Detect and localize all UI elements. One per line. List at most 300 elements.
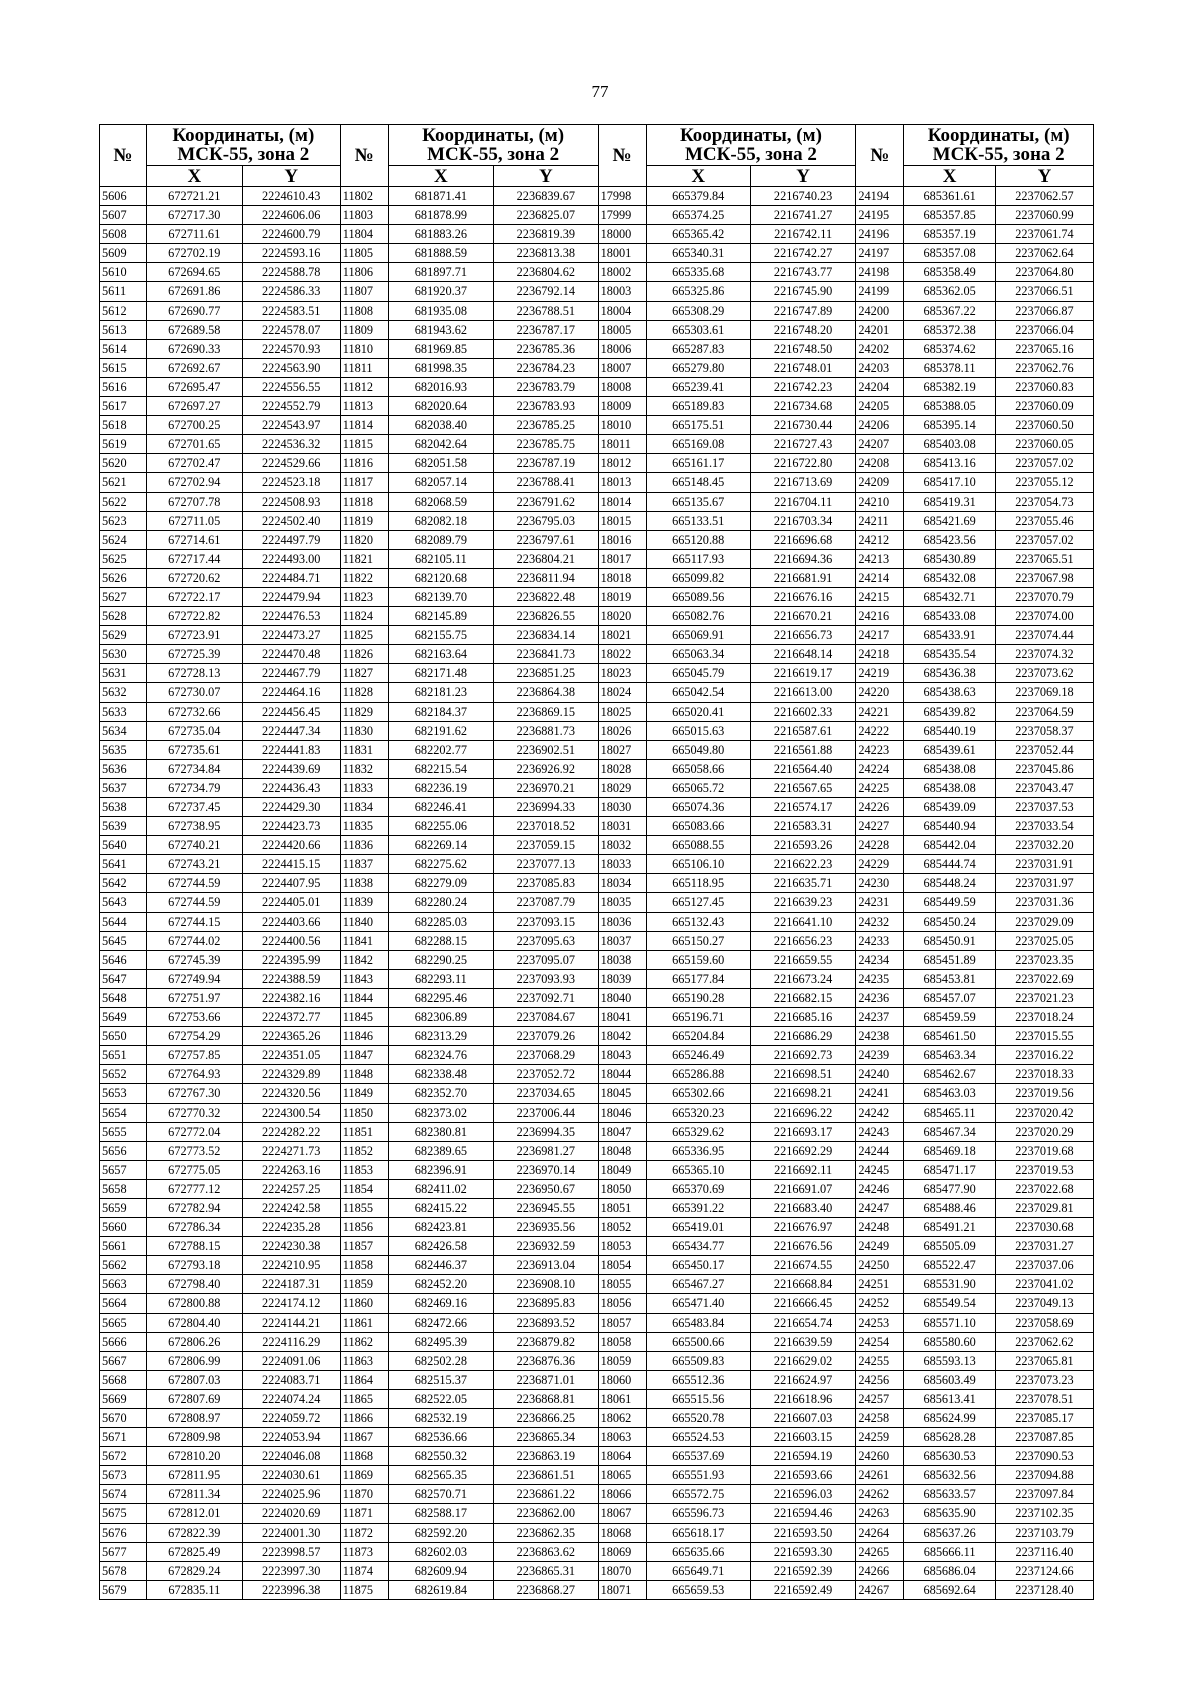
point-number: 18009: [598, 397, 646, 416]
x-coordinate: 682550.32: [388, 1447, 493, 1466]
x-coordinate: 682619.84: [388, 1580, 493, 1599]
x-coordinate: 682057.14: [388, 473, 493, 492]
x-coordinate: 682313.29: [388, 1027, 493, 1046]
x-coordinate: 682155.75: [388, 626, 493, 645]
point-number: 5623: [100, 511, 147, 530]
y-coordinate: 2237069.18: [995, 683, 1093, 702]
point-number: 11861: [340, 1313, 388, 1332]
point-number: 24218: [856, 645, 904, 664]
x-coordinate: 682082.18: [388, 511, 493, 530]
point-number: 5641: [100, 855, 147, 874]
y-coordinate: 2236868.81: [494, 1389, 598, 1408]
point-number: 11837: [340, 855, 388, 874]
point-number: 11852: [340, 1141, 388, 1160]
point-number: 24207: [856, 435, 904, 454]
point-number: 5675: [100, 1504, 147, 1523]
y-coordinate: 2224570.93: [242, 339, 340, 358]
point-number: 18066: [598, 1485, 646, 1504]
x-coordinate: 685461.50: [904, 1027, 996, 1046]
x-coordinate: 681883.26: [388, 225, 493, 244]
point-number: 18062: [598, 1409, 646, 1428]
table-row: [100, 817, 1094, 836]
table-row: [100, 1027, 1094, 1046]
y-coordinate: 2237029.81: [995, 1198, 1093, 1217]
point-number: 11856: [340, 1218, 388, 1237]
table-row: [100, 1313, 1094, 1332]
x-coordinate: 672722.82: [146, 607, 242, 626]
y-coordinate: 2236804.21: [494, 549, 598, 568]
x-coordinate: 682089.79: [388, 530, 493, 549]
y-coordinate: 2237037.06: [995, 1256, 1093, 1275]
x-coordinate: 685413.16: [904, 454, 996, 473]
y-coordinate: 2224436.43: [242, 778, 340, 797]
x-coordinate: 685433.91: [904, 626, 996, 645]
y-coordinate: 2216639.23: [750, 893, 855, 912]
point-number: 24196: [856, 225, 904, 244]
x-coordinate: 685438.08: [904, 759, 996, 778]
point-number: 18016: [598, 530, 646, 549]
table-row: [100, 1542, 1094, 1561]
point-number: 18022: [598, 645, 646, 664]
y-coordinate: 2224405.01: [242, 893, 340, 912]
point-number: 11847: [340, 1046, 388, 1065]
x-coordinate: 672807.69: [146, 1389, 242, 1408]
point-number: 5622: [100, 492, 147, 511]
point-number: 18002: [598, 263, 646, 282]
x-coordinate: 685549.54: [904, 1294, 996, 1313]
point-number: 5607: [100, 206, 147, 225]
x-coordinate: 665500.66: [646, 1332, 750, 1351]
x-coordinate: 685448.24: [904, 874, 996, 893]
y-coordinate: 2236811.94: [494, 568, 598, 587]
num-header: №: [598, 125, 646, 187]
y-coordinate: 2236825.07: [494, 206, 598, 225]
x-coordinate: 665329.62: [646, 1122, 750, 1141]
point-number: 5638: [100, 798, 147, 817]
point-number: 18014: [598, 492, 646, 511]
y-coordinate: 2236797.61: [494, 530, 598, 549]
point-number: 18011: [598, 435, 646, 454]
y-coordinate: 2237060.99: [995, 206, 1093, 225]
point-number: 18029: [598, 778, 646, 797]
x-coordinate: 685357.85: [904, 206, 996, 225]
y-coordinate: 2216742.23: [750, 377, 855, 396]
y-coordinate: 2237020.42: [995, 1103, 1093, 1122]
table-row: [100, 416, 1094, 435]
y-coordinate: 2216704.11: [750, 492, 855, 511]
point-number: 11865: [340, 1389, 388, 1408]
y-coordinate: 2224473.27: [242, 626, 340, 645]
y-coordinate: 2216602.33: [750, 702, 855, 721]
point-number: 18008: [598, 377, 646, 396]
x-coordinate: 665135.67: [646, 492, 750, 511]
point-number: 5677: [100, 1542, 147, 1561]
y-coordinate: 2216574.17: [750, 798, 855, 817]
x-coordinate: 682522.05: [388, 1389, 493, 1408]
point-number: 5629: [100, 626, 147, 645]
x-coordinate: 672734.79: [146, 778, 242, 797]
x-coordinate: 672728.13: [146, 664, 242, 683]
y-coordinate: 2236981.27: [494, 1141, 598, 1160]
point-number: 5633: [100, 702, 147, 721]
x-coordinate: 665058.66: [646, 759, 750, 778]
table-row: [100, 397, 1094, 416]
y-header: Y: [494, 166, 598, 187]
point-number: 5656: [100, 1141, 147, 1160]
point-number: 5658: [100, 1179, 147, 1198]
point-number: 18057: [598, 1313, 646, 1332]
y-coordinate: 2237093.93: [494, 969, 598, 988]
y-coordinate: 2237065.51: [995, 549, 1093, 568]
point-number: 5649: [100, 1008, 147, 1027]
y-coordinate: 2224025.96: [242, 1485, 340, 1504]
y-coordinate: 2236879.82: [494, 1332, 598, 1351]
y-coordinate: 2236932.59: [494, 1237, 598, 1256]
x-coordinate: 665391.22: [646, 1198, 750, 1217]
y-coordinate: 2216648.14: [750, 645, 855, 664]
point-number: 24230: [856, 874, 904, 893]
x-coordinate: 665450.17: [646, 1256, 750, 1275]
point-number: 11831: [340, 740, 388, 759]
y-coordinate: 2236791.62: [494, 492, 598, 511]
y-coordinate: 2236865.31: [494, 1561, 598, 1580]
point-number: 18060: [598, 1370, 646, 1389]
x-coordinate: 665015.63: [646, 721, 750, 740]
point-number: 18038: [598, 950, 646, 969]
y-coordinate: 2224365.26: [242, 1027, 340, 1046]
y-coordinate: 2216654.74: [750, 1313, 855, 1332]
y-coordinate: 2216594.46: [750, 1504, 855, 1523]
x-coordinate: 672764.93: [146, 1065, 242, 1084]
x-coordinate: 672812.01: [146, 1504, 242, 1523]
x-coordinate: 672773.52: [146, 1141, 242, 1160]
y-coordinate: 2224144.21: [242, 1313, 340, 1332]
x-coordinate: 682565.35: [388, 1466, 493, 1485]
y-coordinate: 2236851.25: [494, 664, 598, 683]
y-coordinate: 2237124.66: [995, 1561, 1093, 1580]
point-number: 11845: [340, 1008, 388, 1027]
y-coordinate: 2236785.25: [494, 416, 598, 435]
x-coordinate: 685449.59: [904, 893, 996, 912]
point-number: 11875: [340, 1580, 388, 1599]
x-coordinate: 681878.99: [388, 206, 493, 225]
x-coordinate: 665175.51: [646, 416, 750, 435]
x-coordinate: 665370.69: [646, 1179, 750, 1198]
x-coordinate: 682290.25: [388, 950, 493, 969]
point-number: 24242: [856, 1103, 904, 1122]
x-coordinate: 665239.41: [646, 377, 750, 396]
point-number: 11832: [340, 759, 388, 778]
y-coordinate: 2237054.73: [995, 492, 1093, 511]
point-number: 11873: [340, 1542, 388, 1561]
x-coordinate: 685505.09: [904, 1237, 996, 1256]
x-coordinate: 672822.39: [146, 1523, 242, 1542]
y-coordinate: 2236876.36: [494, 1351, 598, 1370]
system-label: МСК-55, зона 2: [177, 144, 310, 165]
point-number: 11805: [340, 244, 388, 263]
y-coordinate: 2224600.79: [242, 225, 340, 244]
point-number: 11842: [340, 950, 388, 969]
point-number: 24266: [856, 1561, 904, 1580]
x-coordinate: 685632.56: [904, 1466, 996, 1485]
y-coordinate: 2216629.02: [750, 1351, 855, 1370]
y-coordinate: 2216748.01: [750, 358, 855, 377]
x-coordinate: 685450.24: [904, 912, 996, 931]
x-coordinate: 681935.08: [388, 301, 493, 320]
point-number: 11874: [340, 1561, 388, 1580]
y-coordinate: 2237073.23: [995, 1370, 1093, 1389]
x-coordinate: 665083.66: [646, 817, 750, 836]
table-row: [100, 1256, 1094, 1275]
point-number: 24249: [856, 1237, 904, 1256]
y-coordinate: 2216730.44: [750, 416, 855, 435]
x-coordinate: 665132.43: [646, 912, 750, 931]
x-coordinate: 682306.89: [388, 1008, 493, 1027]
x-coordinate: 685633.57: [904, 1485, 996, 1504]
y-coordinate: 2216703.34: [750, 511, 855, 530]
table-row: [100, 1046, 1094, 1065]
point-number: 11818: [340, 492, 388, 511]
point-number: 18024: [598, 683, 646, 702]
y-coordinate: 2216686.29: [750, 1027, 855, 1046]
point-number: 5660: [100, 1218, 147, 1237]
x-coordinate: 685433.08: [904, 607, 996, 626]
point-number: 11858: [340, 1256, 388, 1275]
x-coordinate: 672754.29: [146, 1027, 242, 1046]
point-number: 5659: [100, 1198, 147, 1217]
x-coordinate: 665279.80: [646, 358, 750, 377]
point-number: 24234: [856, 950, 904, 969]
x-coordinate: 682592.20: [388, 1523, 493, 1542]
y-coordinate: 2236826.55: [494, 607, 598, 626]
x-coordinate: 685435.54: [904, 645, 996, 664]
point-number: 18001: [598, 244, 646, 263]
y-coordinate: 2216587.61: [750, 721, 855, 740]
point-number: 5678: [100, 1561, 147, 1580]
y-coordinate: 2236862.00: [494, 1504, 598, 1523]
point-number: 24199: [856, 282, 904, 301]
table-row: [100, 1580, 1094, 1599]
y-coordinate: 2216622.23: [750, 855, 855, 874]
y-coordinate: 2216740.23: [750, 187, 855, 206]
y-coordinate: 2224053.94: [242, 1428, 340, 1447]
x-coordinate: 685357.08: [904, 244, 996, 263]
point-number: 18020: [598, 607, 646, 626]
y-coordinate: 2237019.68: [995, 1141, 1093, 1160]
x-coordinate: 672744.59: [146, 893, 242, 912]
table-row: [100, 874, 1094, 893]
x-coordinate: 685522.47: [904, 1256, 996, 1275]
system-label: МСК-55, зона 2: [932, 144, 1065, 165]
point-number: 11822: [340, 568, 388, 587]
x-coordinate: 685432.08: [904, 568, 996, 587]
table-row: [100, 454, 1094, 473]
point-number: 24261: [856, 1466, 904, 1485]
table-row: [100, 1332, 1094, 1351]
y-coordinate: 2237068.29: [494, 1046, 598, 1065]
point-number: 18055: [598, 1275, 646, 1294]
point-number: 18039: [598, 969, 646, 988]
x-coordinate: 665020.41: [646, 702, 750, 721]
x-coordinate: 681998.35: [388, 358, 493, 377]
y-coordinate: 2216670.21: [750, 607, 855, 626]
x-coordinate: 665106.10: [646, 855, 750, 874]
point-number: 5663: [100, 1275, 147, 1294]
table-row: [100, 568, 1094, 587]
point-number: 5655: [100, 1122, 147, 1141]
point-number: 5610: [100, 263, 147, 282]
point-number: 18045: [598, 1084, 646, 1103]
point-number: 24248: [856, 1218, 904, 1237]
y-coordinate: 2224502.40: [242, 511, 340, 530]
y-coordinate: 2224001.30: [242, 1523, 340, 1542]
y-coordinate: 2216619.17: [750, 664, 855, 683]
x-coordinate: 685436.38: [904, 664, 996, 683]
point-number: 11871: [340, 1504, 388, 1523]
x-coordinate: 682105.11: [388, 549, 493, 568]
y-coordinate: 2236834.14: [494, 626, 598, 645]
x-coordinate: 685613.41: [904, 1389, 996, 1408]
y-coordinate: 2236865.34: [494, 1428, 598, 1447]
point-number: 24253: [856, 1313, 904, 1332]
y-coordinate: 2237060.09: [995, 397, 1093, 416]
point-number: 18015: [598, 511, 646, 530]
point-number: 5608: [100, 225, 147, 244]
point-number: 18010: [598, 416, 646, 435]
x-coordinate: 685624.99: [904, 1409, 996, 1428]
x-coordinate: 665286.88: [646, 1065, 750, 1084]
y-coordinate: 2237079.26: [494, 1027, 598, 1046]
y-coordinate: 2237060.50: [995, 416, 1093, 435]
table-row: [100, 587, 1094, 606]
point-number: 5611: [100, 282, 147, 301]
table-row: [100, 1389, 1094, 1408]
x-coordinate: 685471.17: [904, 1160, 996, 1179]
y-coordinate: 2223998.57: [242, 1542, 340, 1561]
x-coordinate: 665635.66: [646, 1542, 750, 1561]
x-coordinate: 672829.24: [146, 1561, 242, 1580]
y-coordinate: 2224407.95: [242, 874, 340, 893]
y-coordinate: 2224583.51: [242, 301, 340, 320]
point-number: 24228: [856, 836, 904, 855]
point-number: 11841: [340, 931, 388, 950]
point-number: 11813: [340, 397, 388, 416]
point-number: 11808: [340, 301, 388, 320]
point-number: 24259: [856, 1428, 904, 1447]
point-number: 11854: [340, 1179, 388, 1198]
point-number: 18005: [598, 320, 646, 339]
y-coordinate: 2216698.51: [750, 1065, 855, 1084]
y-coordinate: 2237062.57: [995, 187, 1093, 206]
x-coordinate: 685531.90: [904, 1275, 996, 1294]
x-coordinate: 672782.94: [146, 1198, 242, 1217]
table-row: [100, 1065, 1094, 1084]
table-row: [100, 492, 1094, 511]
y-coordinate: 2236970.14: [494, 1160, 598, 1179]
x-coordinate: 682380.81: [388, 1122, 493, 1141]
y-coordinate: 2216593.26: [750, 836, 855, 855]
point-number: 5606: [100, 187, 147, 206]
table-header: [100, 125, 1094, 187]
x-coordinate: 665069.91: [646, 626, 750, 645]
y-coordinate: 2237128.40: [995, 1580, 1093, 1599]
point-number: 18003: [598, 282, 646, 301]
point-number: 11866: [340, 1409, 388, 1428]
y-coordinate: 2224543.97: [242, 416, 340, 435]
x-coordinate: 685419.31: [904, 492, 996, 511]
point-number: 18018: [598, 568, 646, 587]
x-coordinate: 685465.11: [904, 1103, 996, 1122]
point-number: 5615: [100, 358, 147, 377]
x-coordinate: 665512.36: [646, 1370, 750, 1389]
point-number: 11825: [340, 626, 388, 645]
point-number: 5665: [100, 1313, 147, 1332]
point-number: 24194: [856, 187, 904, 206]
x-coordinate: 682068.59: [388, 492, 493, 511]
table-row: [100, 1504, 1094, 1523]
y-coordinate: 2236893.52: [494, 1313, 598, 1332]
x-coordinate: 672735.04: [146, 721, 242, 740]
x-coordinate: 682145.89: [388, 607, 493, 626]
x-coordinate: 672711.61: [146, 225, 242, 244]
y-coordinate: 2224586.33: [242, 282, 340, 301]
y-coordinate: 2224257.25: [242, 1179, 340, 1198]
point-number: 11829: [340, 702, 388, 721]
point-number: 11844: [340, 988, 388, 1007]
coords-label: Координаты, (м): [172, 125, 315, 146]
x-coordinate: 665148.45: [646, 473, 750, 492]
x-coordinate: 682285.03: [388, 912, 493, 931]
point-number: 11864: [340, 1370, 388, 1389]
y-coordinate: 2216618.96: [750, 1389, 855, 1408]
y-coordinate: 2237006.44: [494, 1103, 598, 1122]
x-coordinate: 682373.02: [388, 1103, 493, 1122]
x-coordinate: 672751.97: [146, 988, 242, 1007]
point-number: 18049: [598, 1160, 646, 1179]
table-row: [100, 836, 1094, 855]
x-coordinate: 682338.48: [388, 1065, 493, 1084]
y-coordinate: 2224476.53: [242, 607, 340, 626]
y-coordinate: 2224456.45: [242, 702, 340, 721]
point-number: 24220: [856, 683, 904, 702]
point-number: 24214: [856, 568, 904, 587]
point-number: 11812: [340, 377, 388, 396]
y-coordinate: 2236863.19: [494, 1447, 598, 1466]
point-number: 24225: [856, 778, 904, 797]
point-number: 24202: [856, 339, 904, 358]
point-number: 5635: [100, 740, 147, 759]
point-number: 18043: [598, 1046, 646, 1065]
x-coordinate: 685440.94: [904, 817, 996, 836]
point-number: 5670: [100, 1409, 147, 1428]
point-number: 11863: [340, 1351, 388, 1370]
point-number: 5636: [100, 759, 147, 778]
x-coordinate: 665302.66: [646, 1084, 750, 1103]
y-coordinate: 2237078.51: [995, 1389, 1093, 1408]
point-number: 24209: [856, 473, 904, 492]
y-coordinate: 2224230.38: [242, 1237, 340, 1256]
point-number: 18071: [598, 1580, 646, 1599]
x-coordinate: 682120.68: [388, 568, 493, 587]
table-row: [100, 1447, 1094, 1466]
point-number: 18065: [598, 1466, 646, 1485]
point-number: 11815: [340, 435, 388, 454]
num-header: №: [856, 125, 904, 187]
point-number: 5628: [100, 607, 147, 626]
y-coordinate: 2216659.55: [750, 950, 855, 969]
point-number: 24245: [856, 1160, 904, 1179]
y-coordinate: 2237033.54: [995, 817, 1093, 836]
